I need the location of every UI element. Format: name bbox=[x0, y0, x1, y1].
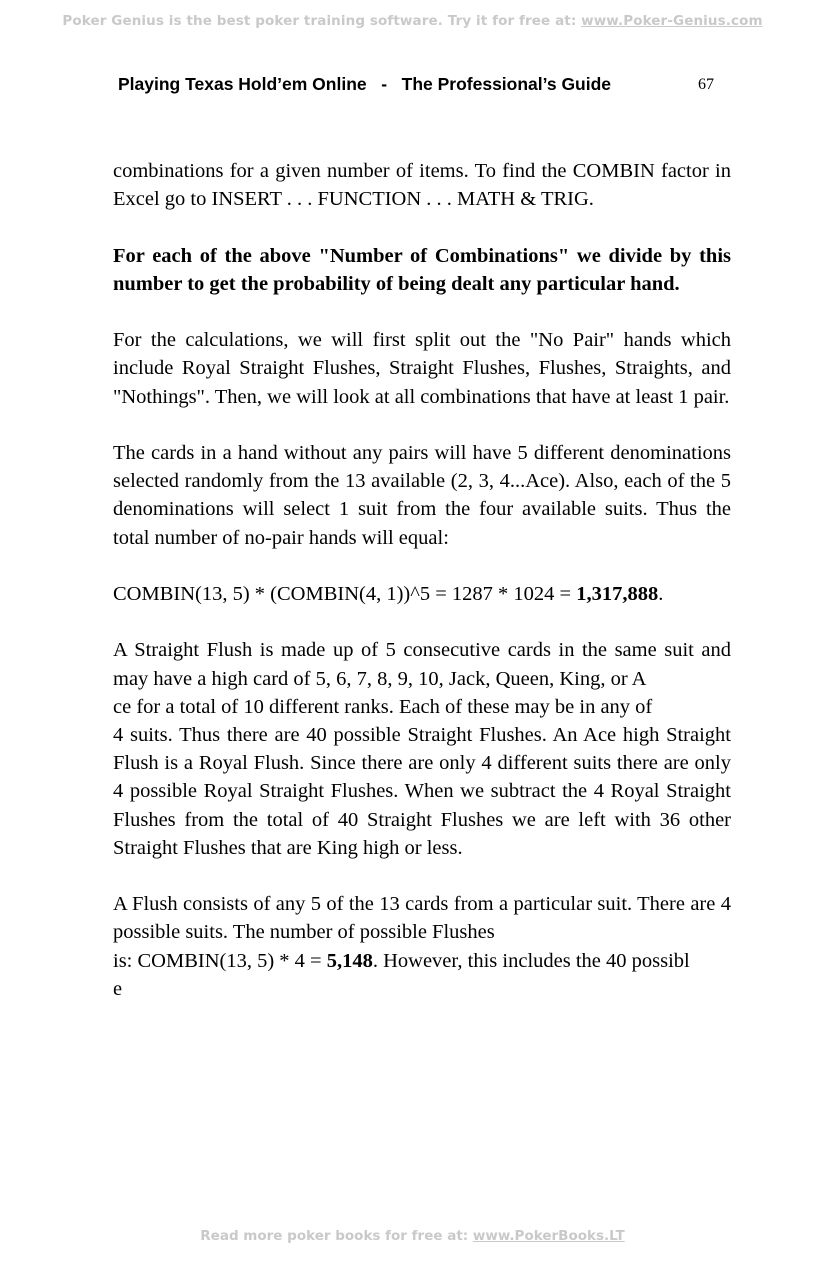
formula-text: COMBIN(13, 5) * (COMBIN(4, 1))^5 = 1287 * 1024 = bbox=[113, 582, 577, 605]
book-title: Playing Texas Hold’em Online - The Professional’s Guide bbox=[118, 74, 612, 94]
formula-end: . bbox=[658, 582, 664, 605]
paragraph-no-pair-formula bbox=[113, 580, 731, 608]
paragraph-straight-flush bbox=[113, 636, 731, 862]
page-body bbox=[113, 157, 731, 1031]
pokerbooks-link[interactable]: www.PokerBooks.LT bbox=[472, 1228, 625, 1244]
paragraph-combin-factor: combinations for a given number of items. To find the COMBIN factor in Excel go to INSERT . . . FUNCTION . . . MATH & TRIG. bbox=[113, 160, 731, 211]
promo-banner-top bbox=[0, 13, 825, 29]
promo-banner-bottom bbox=[0, 1228, 825, 1244]
paragraph-flush bbox=[113, 890, 731, 1003]
flush-text-d: e bbox=[113, 977, 123, 1000]
flush-text-b: is: COMBIN(13, 5) * 4 = bbox=[113, 949, 327, 972]
straight-flush-text-b: ce for a total of 10 different ranks. Each of these may be in any of bbox=[113, 695, 653, 718]
paragraph-probability: For each of the above "Number of Combinations" we divide by this number to get the probability of being dealt any particular hand. bbox=[113, 244, 731, 295]
straight-flush-text-a: A Straight Flush is made up of 5 consecutive cards in the same suit and may have a high card of 5, 6, 7, 8, 9, 10, Jack, Queen, King, or A bbox=[113, 639, 731, 690]
flush-result: 5,148 bbox=[326, 949, 373, 972]
poker-genius-link[interactable]: www.Poker-Genius.com bbox=[581, 13, 763, 29]
promo-text: Poker Genius is the best poker training software. Try it for free at: bbox=[62, 13, 582, 29]
formula-result: 1,317,888 bbox=[576, 582, 659, 605]
paragraph-calculations: For the calculations, we will first split out the "No Pair" hands which include Royal Straight Flushes, Straight Flushes, Flushes, Straights, and "Nothings". Then, we will look at all combinations that have at least 1 pair. bbox=[113, 329, 731, 408]
flush-text-a: A Flush consists of any 5 of the 13 cards from a particular suit. There are 4 possible suits. The number of possible Flushes bbox=[113, 893, 731, 944]
running-header bbox=[118, 74, 718, 100]
paragraph-no-pair: The cards in a hand without any pairs will have 5 different denominations selected randomly from the 13 available (2, 3, 4...Ace). Also, each of the 5 denominations will select 1 suit from the four available suits. Thus the total number of no-pair hands will equal: bbox=[113, 441, 731, 549]
flush-text-c: . However, this includes the 40 possibl bbox=[372, 949, 690, 972]
straight-flush-text-c: 4 suits. Thus there are 40 possible Straight Flushes. An Ace high Straight Flush is a Royal Flush. Since there are only 4 different suits there are only 4 possible Royal Straight Flushes. When we subtract the 4 Royal Straight Flushes from the total of 40 Straight Flushes we are left with 36 other Straight Flushes that are King high or less. bbox=[113, 723, 731, 859]
promo-text: Read more poker books for free at: bbox=[200, 1228, 473, 1244]
page-number: 67 bbox=[698, 76, 714, 93]
